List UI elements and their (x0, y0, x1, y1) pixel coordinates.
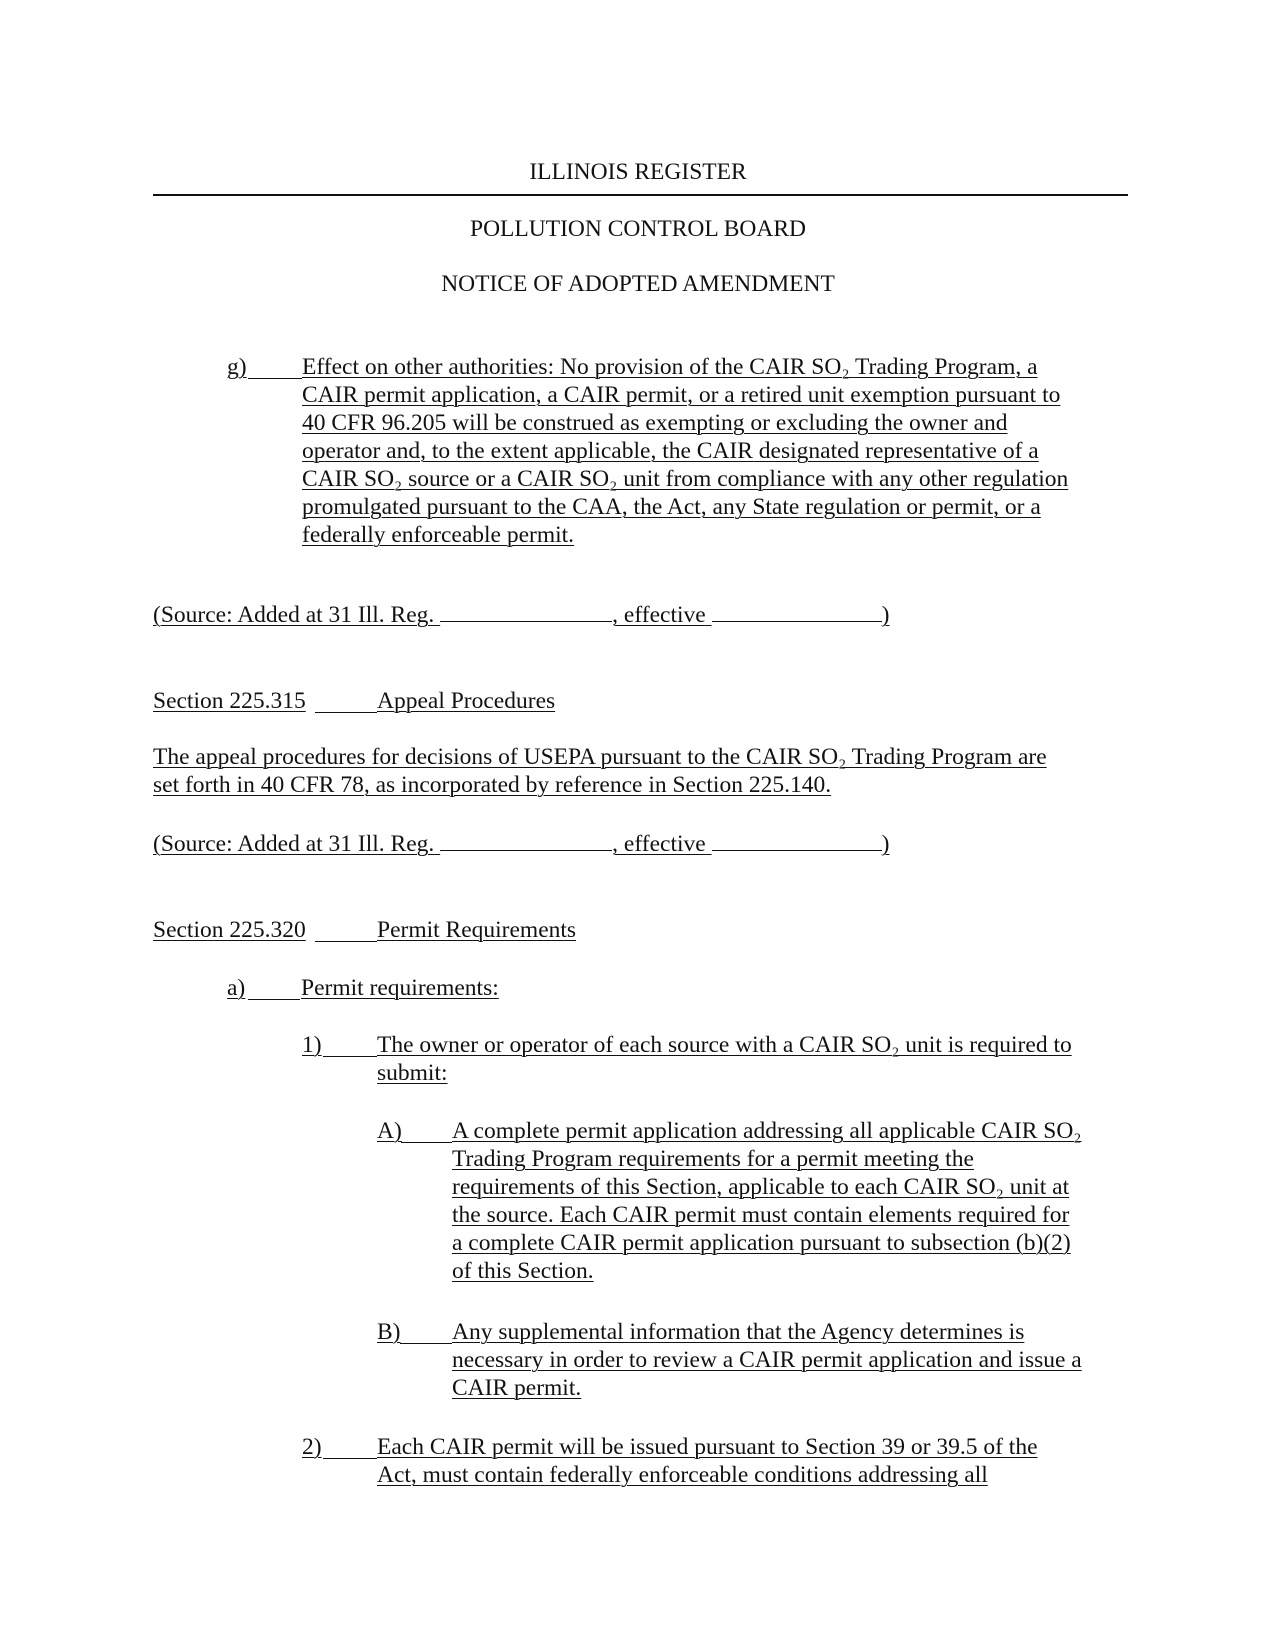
source-note-close: ) (881, 831, 890, 857)
item-A-line: A complete permit application addressing all applicable CAIR SO₂ (452, 1118, 1082, 1144)
source-note-close: ) (881, 602, 890, 628)
item-A-line: requirements of this Section, applicable to each CAIR SO₂ unit at (452, 1174, 1070, 1200)
item-2-line: Act, must contain federally enforceable conditions addressing all (377, 1462, 988, 1488)
item-B-line: CAIR permit. (452, 1375, 582, 1401)
item-A-line: Trading Program requirements for a permit meeting the (452, 1146, 974, 1172)
board-heading: POLLUTION CONTROL BOARD (470, 216, 806, 242)
subsection-g-line: Effect on other authorities: No provision of the CAIR SO₂ Trading Program, a (302, 354, 1038, 380)
label-tab-rule (323, 1458, 377, 1459)
register-blank (440, 603, 612, 622)
label-tab-rule (248, 378, 302, 379)
notice-heading: NOTICE OF ADOPTED AMENDMENT (441, 271, 835, 297)
section-315-line: The appeal procedures for decisions of USEPA pursuant to the CAIR SO₂ Trading Program are (153, 744, 1047, 770)
item-A-text (452, 1117, 1082, 1285)
section-number: Section 225.315 (153, 688, 306, 714)
subsection-g-line: operator and, to the extent applicable, the CAIR designated representative of a (302, 438, 1039, 464)
header-rule (153, 194, 1128, 196)
subsection-a-label: a) (227, 975, 246, 1001)
item-B-label: B) (377, 1319, 401, 1345)
item-1-label: 1) (302, 1032, 322, 1058)
register-heading: ILLINOIS REGISTER (529, 159, 747, 185)
section-tab-rule (315, 712, 377, 713)
subsection-g-line: 40 CFR 96.205 will be construed as exempting or excluding the owner and (302, 410, 1008, 436)
item-B-line: necessary in order to review a CAIR permit application and issue a (452, 1347, 1082, 1373)
section-title: Appeal Procedures (377, 688, 556, 714)
subsection-g-label: g) (227, 354, 247, 380)
subsection-g-line: promulgated pursuant to the CAA, the Act, any State regulation or permit, or a (302, 494, 1041, 520)
subsection-g-line: federally enforceable permit. (302, 522, 575, 548)
item-A-line: of this Section. (452, 1258, 594, 1284)
subsection-g-text (302, 353, 1068, 549)
section-title: Permit Requirements (377, 917, 577, 943)
section-tab-rule (315, 941, 377, 942)
label-tab-rule (323, 1056, 377, 1057)
label-tab-rule (401, 1142, 452, 1143)
effective-date-blank (712, 603, 882, 622)
item-1-line: The owner or operator of each source with a CAIR SO₂ unit is required to (377, 1032, 1072, 1058)
source-note-prefix: (Source: Added at 31 Ill. Reg. (153, 602, 435, 628)
effective-date-blank (712, 832, 882, 851)
source-note-effective: , effective (612, 831, 706, 857)
source-note (153, 601, 889, 629)
item-A-label: A) (377, 1118, 402, 1144)
subsection-a-text: Permit requirements: (301, 975, 499, 1001)
label-tab-rule (248, 999, 300, 1000)
source-note-effective: , effective (612, 602, 706, 628)
section-315-line: set forth in 40 CFR 78, as incorporated by reference in Section 225.140. (153, 772, 832, 798)
register-blank (440, 832, 612, 851)
item-B-text (452, 1318, 1082, 1402)
item-2-text (377, 1433, 1038, 1489)
subsection-g-line: CAIR SO₂ source or a CAIR SO₂ unit from compliance with any other regulation (302, 466, 1069, 492)
subsection-g-line: CAIR permit application, a CAIR permit, or a retired unit exemption pursuant to (302, 382, 1061, 408)
item-2-line: Each CAIR permit will be issued pursuant to Section 39 or 39.5 of the (377, 1434, 1038, 1460)
item-1-text (377, 1031, 1072, 1087)
item-A-line: a complete CAIR permit application pursuant to subsection (b)(2) (452, 1230, 1071, 1256)
item-1-line: submit: (377, 1060, 448, 1086)
item-2-label: 2) (302, 1434, 322, 1460)
source-note-prefix: (Source: Added at 31 Ill. Reg. (153, 831, 435, 857)
item-B-line: Any supplemental information that the Agency determines is (452, 1319, 1025, 1345)
section-315-text (153, 743, 1047, 799)
source-note (153, 830, 889, 858)
item-A-line: the source. Each CAIR permit must contain elements required for (452, 1202, 1070, 1228)
section-number: Section 225.320 (153, 917, 306, 943)
label-tab-rule (400, 1343, 452, 1344)
